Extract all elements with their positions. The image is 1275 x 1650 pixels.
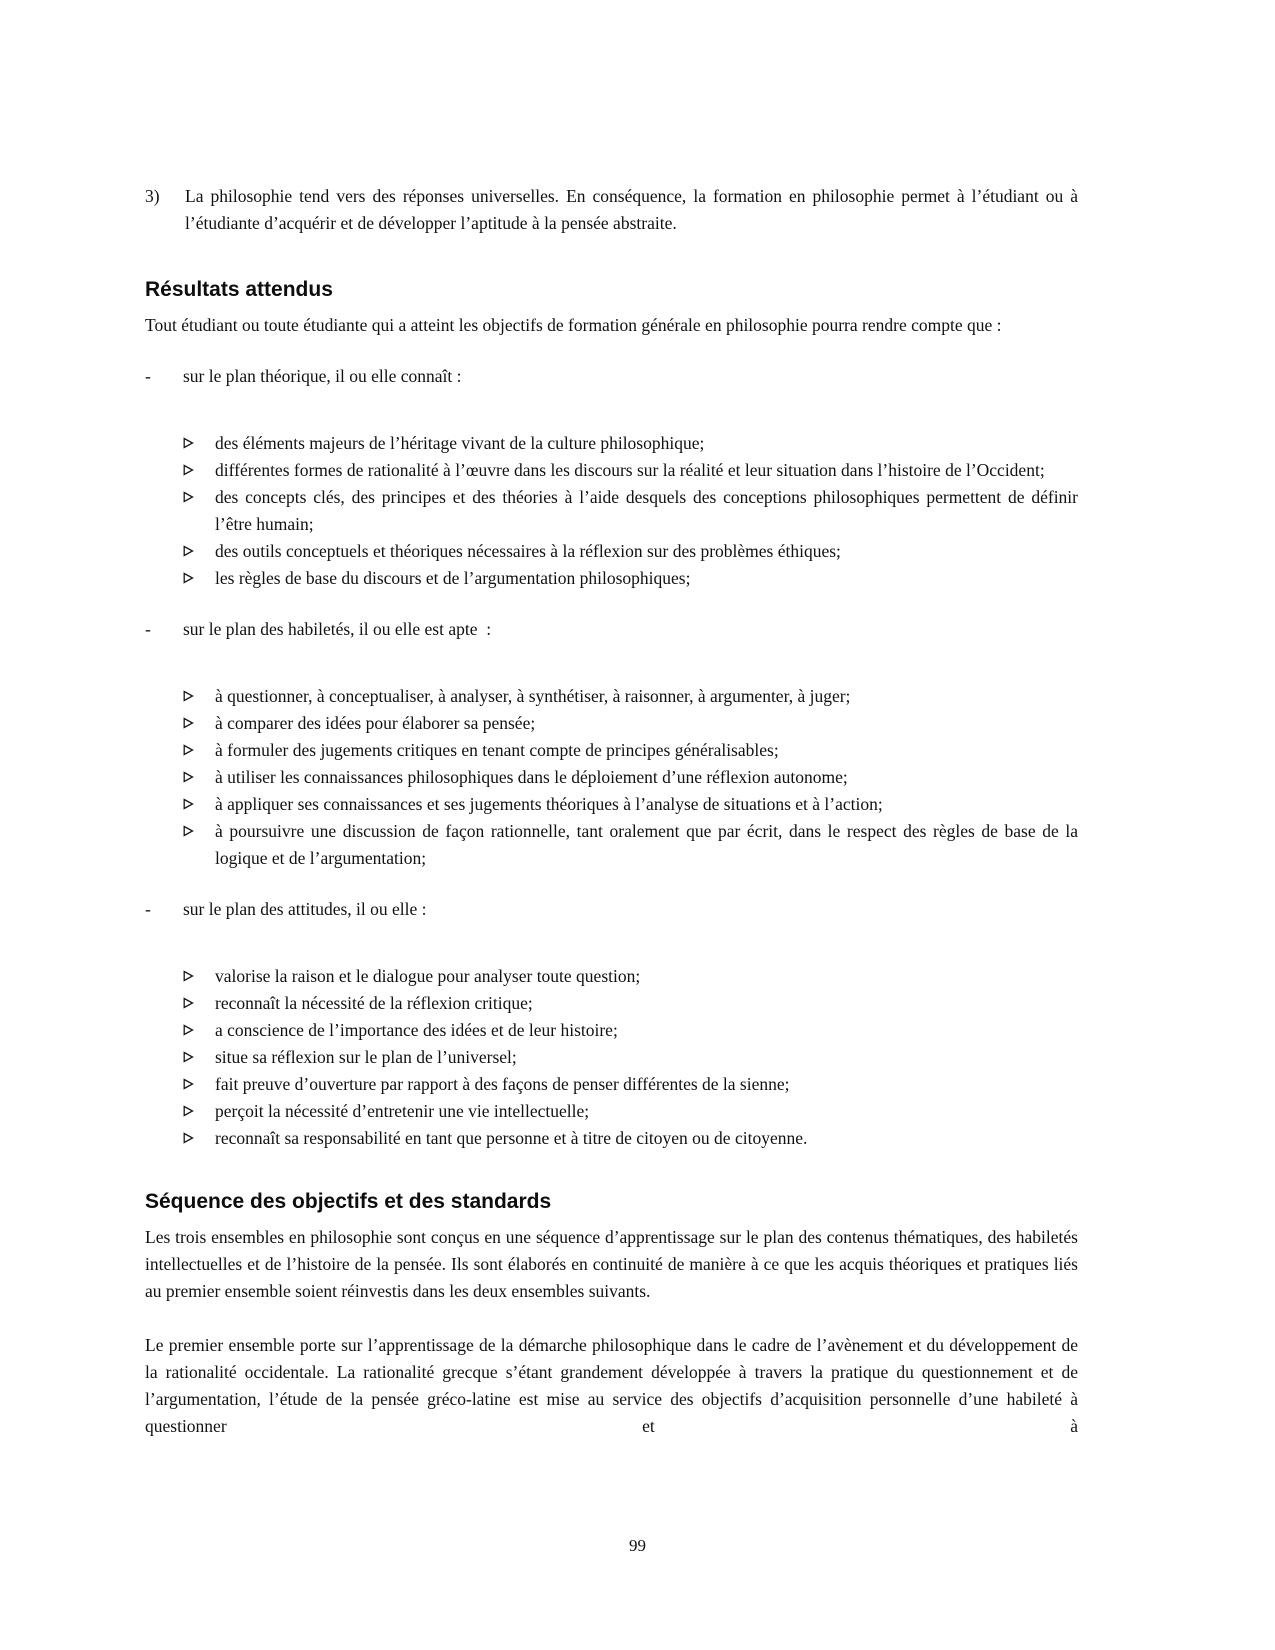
section-heading-resultats: Résultats attendus <box>145 278 333 301</box>
arrow-bullet-icon <box>183 430 215 457</box>
list-item <box>183 1098 1078 1125</box>
bullet-text: perçoit la nécessité d’entretenir une vie intellectuelle; <box>215 1101 590 1121</box>
arrow-bullet-icon <box>183 818 215 872</box>
bullet-text: différentes formes de rationalité à l’œuvre dans les discours sur la réalité et leur situation dans l’histoire de l’Occident; <box>215 460 1045 480</box>
group-label-text: sur le plan théorique, il ou elle connaît : <box>183 366 462 386</box>
arrow-bullet-icon <box>183 457 215 484</box>
body-paragraph: Le premier ensemble porte sur l’apprentissage de la démarche philosophique dans le cadre de l’avènement et du développement de la rationalité occidentale. La rationalité grecque s’étant grandement développée à travers la pratique du questionnement et de l’argumentation, l’étude de la pensée gréco-latine est mise au service des objectifs d’acquisition personnelle d’une habileté à questionner et à <box>145 1335 1078 1436</box>
arrow-bullet-icon <box>183 683 215 710</box>
list-item <box>183 1071 1078 1098</box>
arrow-bullet-icon <box>183 990 215 1017</box>
bullet-text: à questionner, à conceptualiser, à analyser, à synthétiser, à raisonner, à argumenter, à juger; <box>215 686 851 706</box>
list-item <box>183 484 1078 538</box>
bullet-text: des concepts clés, des principes et des théories à l’aide desquels des conceptions philosophiques permettent de définir l’être humain; <box>215 487 1078 534</box>
section-heading-sequence: Séquence des objectifs et des standards <box>145 1190 552 1213</box>
list-item <box>183 818 1078 872</box>
bullet-text: des outils conceptuels et théoriques nécessaires à la réflexion sur des problèmes éthiques; <box>215 541 841 561</box>
bullet-text: des éléments majeurs de l’héritage vivant de la culture philosophique; <box>215 433 705 453</box>
arrow-bullet-icon <box>183 1017 215 1044</box>
group-label-text: sur le plan des attitudes, il ou elle : <box>183 899 427 919</box>
arrow-bullet-icon <box>183 538 215 565</box>
bullet-text: reconnaît sa responsabilité en tant que personne et à titre de citoyen ou de citoyenne. <box>215 1128 808 1148</box>
dash-bullet-icon: - <box>145 899 151 919</box>
group-label-habiletes <box>145 616 1078 643</box>
bullet-text: à poursuivre une discussion de façon rationnelle, tant oralement que par écrit, dans le respect des règles de base de la logique et de l’argumentation; <box>215 821 1078 868</box>
bullet-text: reconnaît la nécessité de la réflexion critique; <box>215 993 533 1013</box>
bullet-text: à comparer des idées pour élaborer sa pensée; <box>215 713 536 733</box>
bullet-text: à formuler des jugements critiques en tenant compte de principes généralisables; <box>215 740 779 760</box>
arrow-bullet-icon <box>183 1071 215 1098</box>
list-item <box>183 683 1078 710</box>
list-item <box>183 565 1078 592</box>
page-number: 99 <box>629 1536 646 1555</box>
bullet-text: situe sa réflexion sur le plan de l’universel; <box>215 1047 517 1067</box>
list-item <box>183 737 1078 764</box>
list-item <box>183 764 1078 791</box>
list-item <box>183 1125 1078 1152</box>
bullet-text: à appliquer ses connaissances et ses jugements théoriques à l’analyse de situations et à l’action; <box>215 794 883 814</box>
group-label-theorique <box>145 363 1078 390</box>
list-item <box>183 963 1078 990</box>
group-label-attitudes <box>145 896 1078 923</box>
list-item <box>183 1044 1078 1071</box>
list-item <box>183 791 1078 818</box>
bullet-list-theorique <box>145 430 1078 592</box>
bullet-text: les règles de base du discours et de l’argumentation philosophiques; <box>215 568 691 588</box>
arrow-bullet-icon <box>183 710 215 737</box>
list-item <box>183 538 1078 565</box>
arrow-bullet-icon <box>183 963 215 990</box>
bullet-text: a conscience de l’importance des idées et de leur histoire; <box>215 1020 618 1040</box>
arrow-bullet-icon <box>183 1044 215 1071</box>
arrow-bullet-icon <box>183 764 215 791</box>
list-item <box>183 430 1078 457</box>
list-item <box>183 990 1078 1017</box>
numbered-item-3 <box>145 183 1078 237</box>
body-paragraph: Les trois ensembles en philosophie sont conçus en une séquence d’apprentissage sur le plan des contenus thématiques, des habiletés intellectuelles et de l’histoire de la pensée. Ils sont élaborés en continuité de manière à ce que les acquis théoriques et pratiques liés au premier ensemble soient réinvestis dans les deux ensembles suivants. <box>145 1227 1078 1301</box>
arrow-bullet-icon <box>183 484 215 538</box>
arrow-bullet-icon <box>183 737 215 764</box>
dash-bullet-icon: - <box>145 619 151 639</box>
bullet-text: fait preuve d’ouverture par rapport à des façons de penser différentes de la sienne; <box>215 1074 790 1094</box>
intro-paragraph: Tout étudiant ou toute étudiante qui a atteint les objectifs de formation générale en philosophie pourra rendre compte que : <box>145 315 1002 335</box>
list-item <box>183 1017 1078 1044</box>
arrow-bullet-icon <box>183 1098 215 1125</box>
bullet-list-habiletes <box>145 683 1078 872</box>
list-item <box>183 710 1078 737</box>
group-label-text: sur le plan des habiletés, il ou elle est apte : <box>183 619 492 639</box>
list-item <box>183 457 1078 484</box>
item-number: 3) <box>145 186 160 206</box>
arrow-bullet-icon <box>183 565 215 592</box>
arrow-bullet-icon <box>183 791 215 818</box>
bullet-text: à utiliser les connaissances philosophiques dans le déploiement d’une réflexion autonome; <box>215 767 848 787</box>
bullet-list-attitudes <box>145 963 1078 1152</box>
bullet-text: valorise la raison et le dialogue pour analyser toute question; <box>215 966 641 986</box>
item-text: La philosophie tend vers des réponses universelles. En conséquence, la formation en philosophie permet à l’étudiant ou à l’étudiante d’acquérir et de développer l’aptitude à la pensée abstraite. <box>185 186 1078 233</box>
arrow-bullet-icon <box>183 1125 215 1152</box>
dash-bullet-icon: - <box>145 366 151 386</box>
